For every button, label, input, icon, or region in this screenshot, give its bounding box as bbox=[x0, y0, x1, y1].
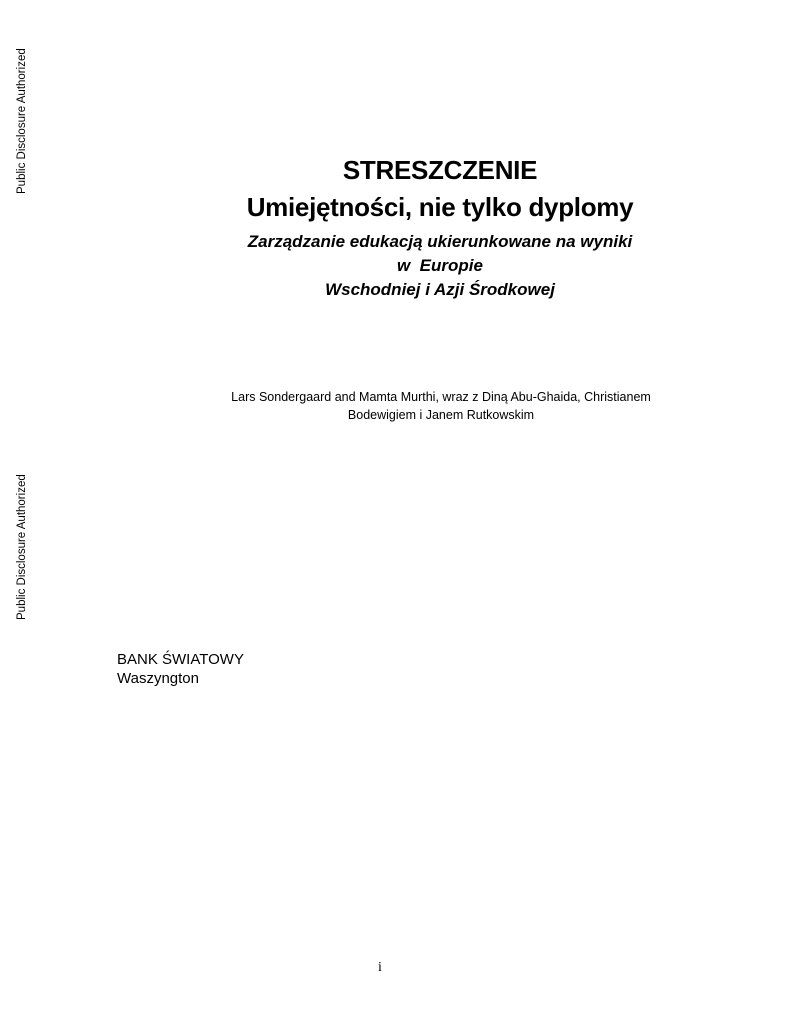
disclosure-stamp-top: Public Disclosure Authorized bbox=[16, 48, 28, 194]
publisher bbox=[117, 650, 244, 688]
subtitle-line-2: w Europie bbox=[397, 256, 483, 275]
title-block bbox=[180, 152, 700, 302]
authors-line-1: Lars Sondergaard and Mamta Murthi, wraz z Diną Abu-Ghaida, Christianem bbox=[231, 390, 651, 404]
publisher-city: Waszyngton bbox=[117, 670, 199, 687]
document-title-secondary: Umiejętności, nie tylko dyplomy bbox=[246, 192, 634, 222]
publisher-name: BANK ŚWIATOWY bbox=[117, 651, 244, 668]
page-number: i bbox=[378, 960, 382, 975]
authors-line-2: Bodewigiem i Janem Rutkowskim bbox=[347, 408, 535, 422]
subtitle-line-3: Wschodniej i Azji Środkowej bbox=[325, 280, 555, 299]
disclosure-stamp-middle: Public Disclosure Authorized bbox=[16, 474, 28, 620]
subtitle-line-1: Zarządzanie edukacją ukierunkowane na wyniki bbox=[247, 232, 633, 251]
document-title: STRESZCZENIE bbox=[342, 155, 538, 185]
document-subtitle bbox=[180, 230, 700, 302]
authors bbox=[200, 388, 682, 424]
